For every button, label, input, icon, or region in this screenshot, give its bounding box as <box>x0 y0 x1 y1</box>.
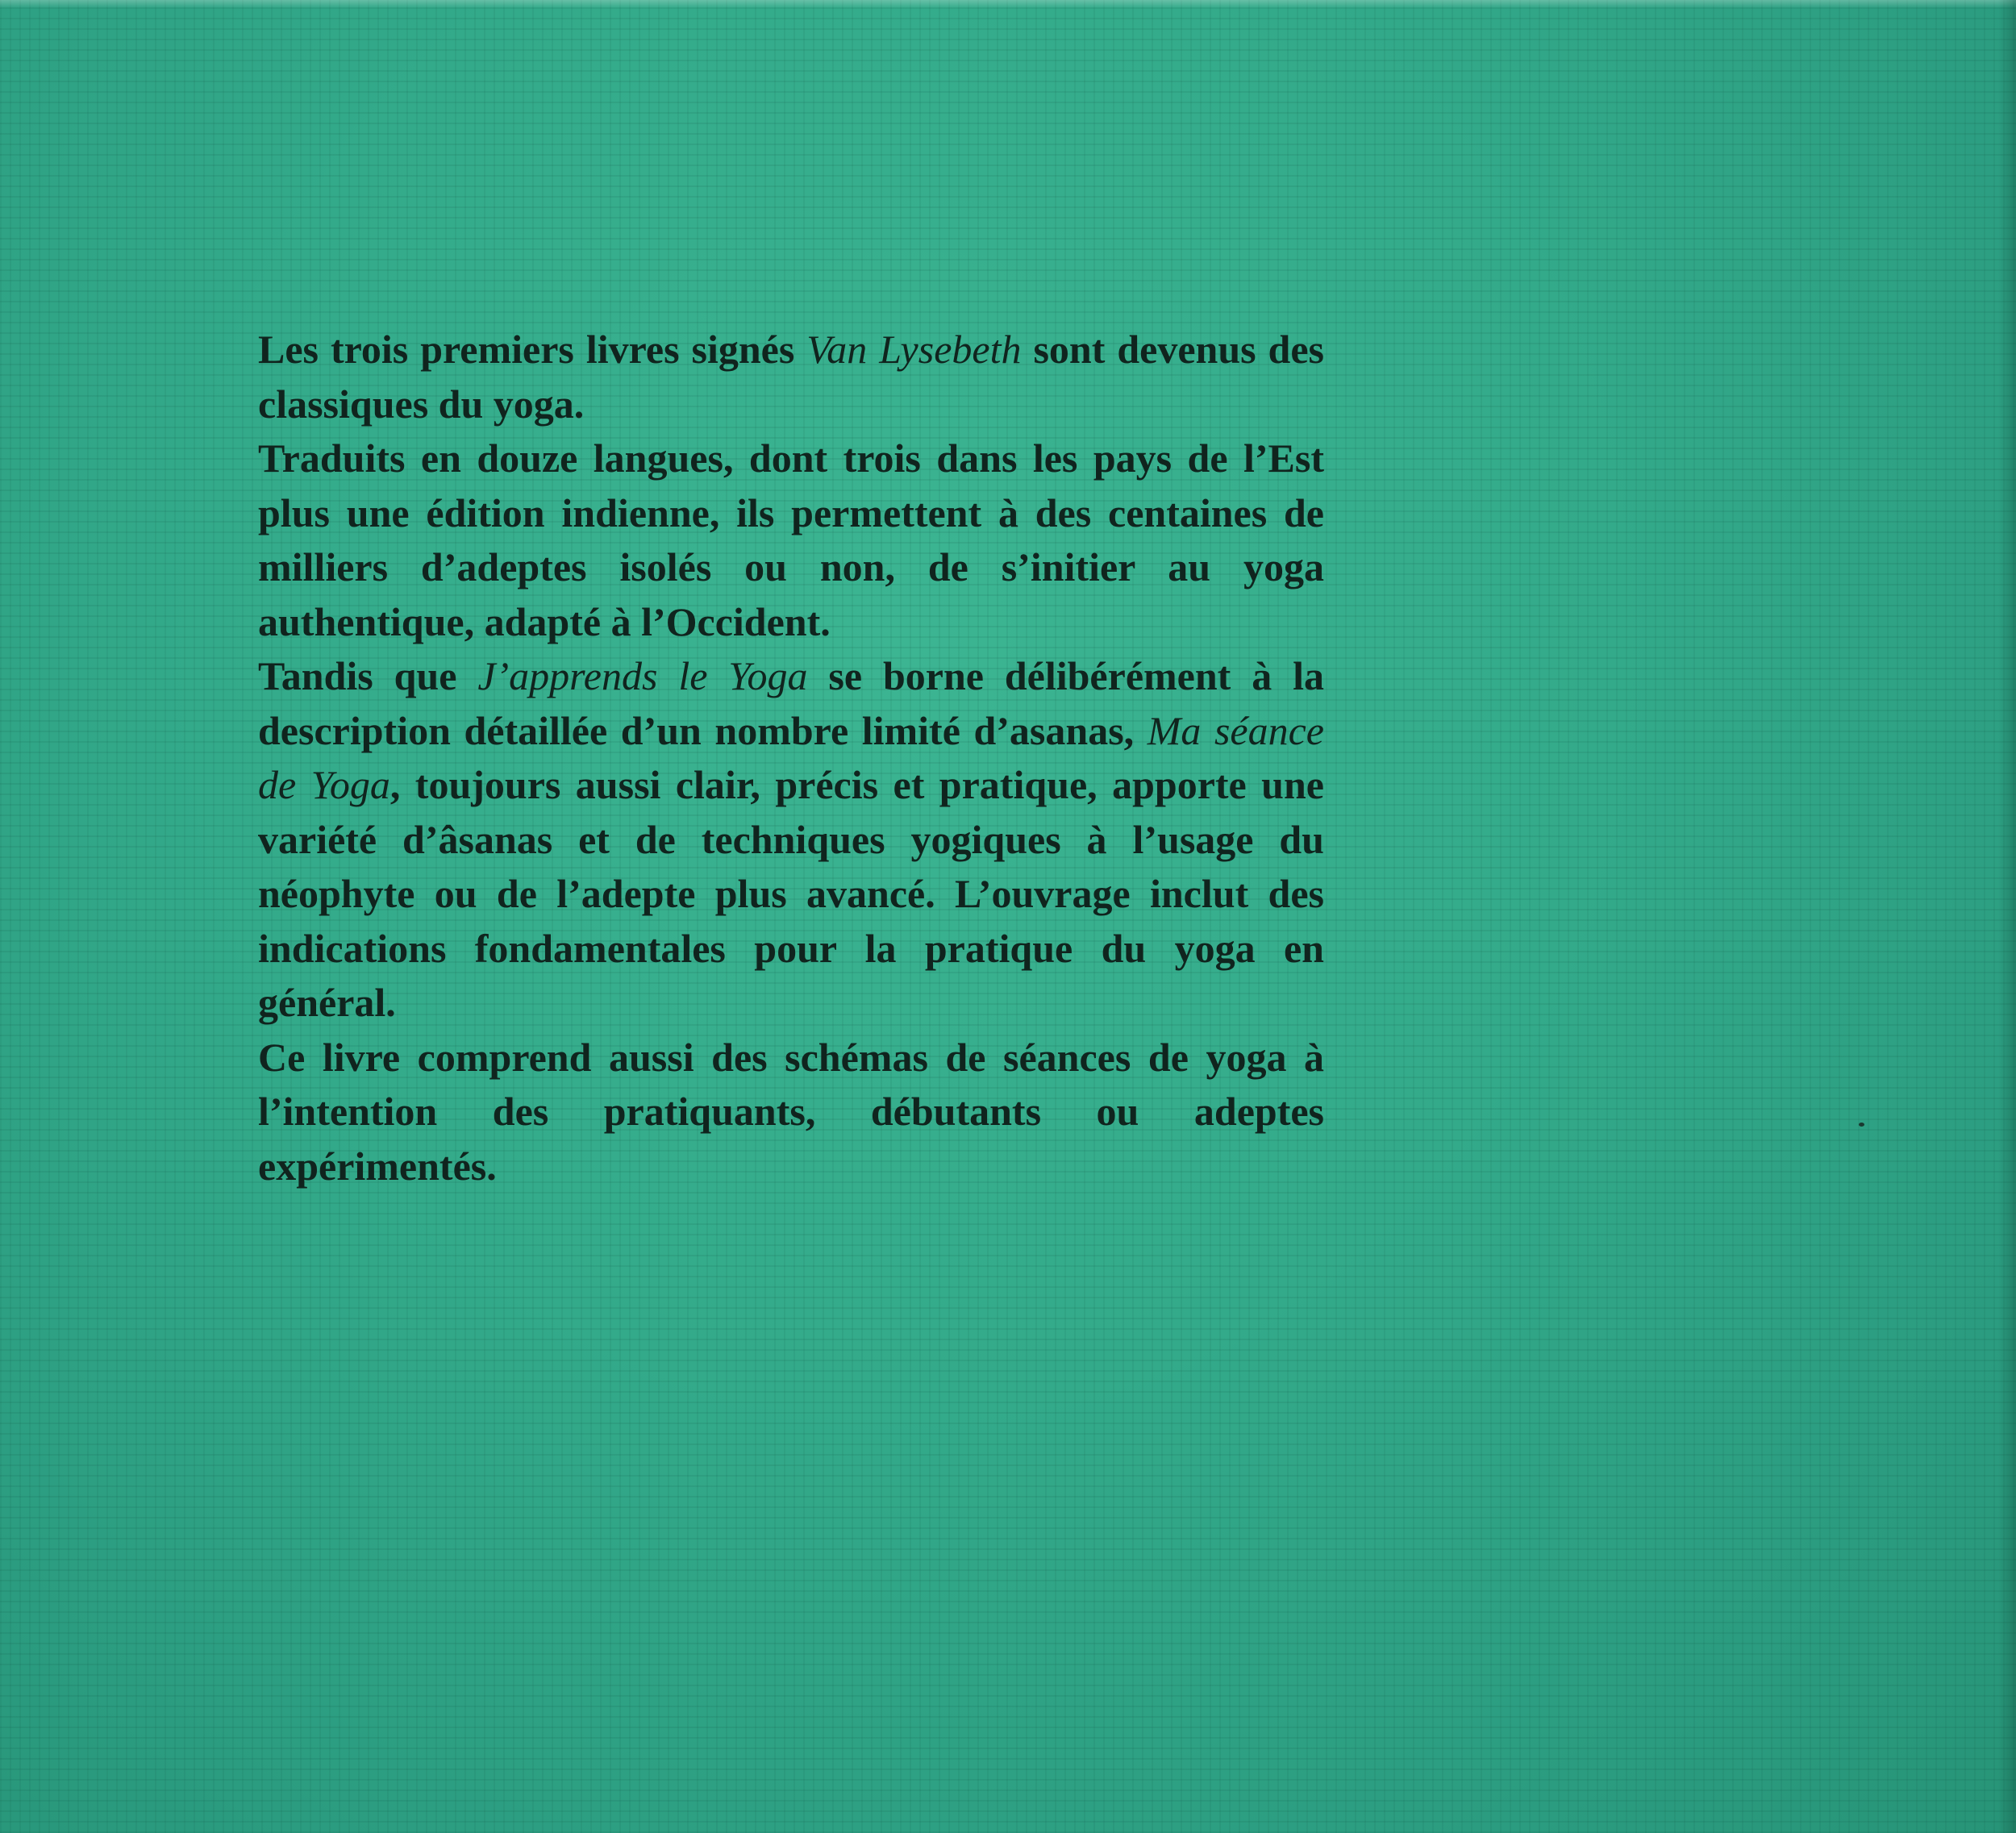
paragraph-text: Traduits en douze langues, dont trois dans les pays de l’Est plus une édition indienne, ils permettent à des centaines de milliers d’adeptes isolés ou non, de s’initier au yoga authentique, adapté à l’Occident. <box>258 435 1324 644</box>
book-title-text: Van Lysebeth <box>806 327 1022 372</box>
cover-top-edge <box>0 0 2016 8</box>
paragraph-text: Tandis que <box>258 653 478 698</box>
paragraph-text: se borne délibérément à la description détaillée d’un nombre limité d’asanas, <box>258 653 1324 753</box>
cover-right-edge <box>1998 0 2016 1833</box>
blurb-paragraph <box>258 1031 1324 1194</box>
book-title-text: Ma séance de Yoga <box>258 707 1324 807</box>
blurb-paragraph <box>258 649 1324 1031</box>
paragraph-text: sont devenus des classiques du yoga. <box>258 327 1324 427</box>
blurb-text-block <box>258 323 1324 1194</box>
cover-speck <box>1859 1123 1864 1127</box>
paragraph-text: Les trois premiers livres signés <box>258 327 807 372</box>
blurb-paragraph <box>258 431 1324 649</box>
book-title-text: J’apprends le Yoga <box>477 653 808 698</box>
paragraph-text: Ce livre comprend aussi des schémas de séances de yoga à l’intention des pratiquants, débutants ou adeptes expérimentés. <box>258 1034 1324 1189</box>
paragraph-text: , toujours aussi clair, précis et pratique, apporte une variété d’âsanas et de techniques yogiques à l’usage du néophyte ou de l’adepte plus avancé. L’ouvrage inclut des indications fondamentales pour la pratique du yoga en général. <box>258 762 1324 1025</box>
blurb-paragraph <box>258 323 1324 431</box>
